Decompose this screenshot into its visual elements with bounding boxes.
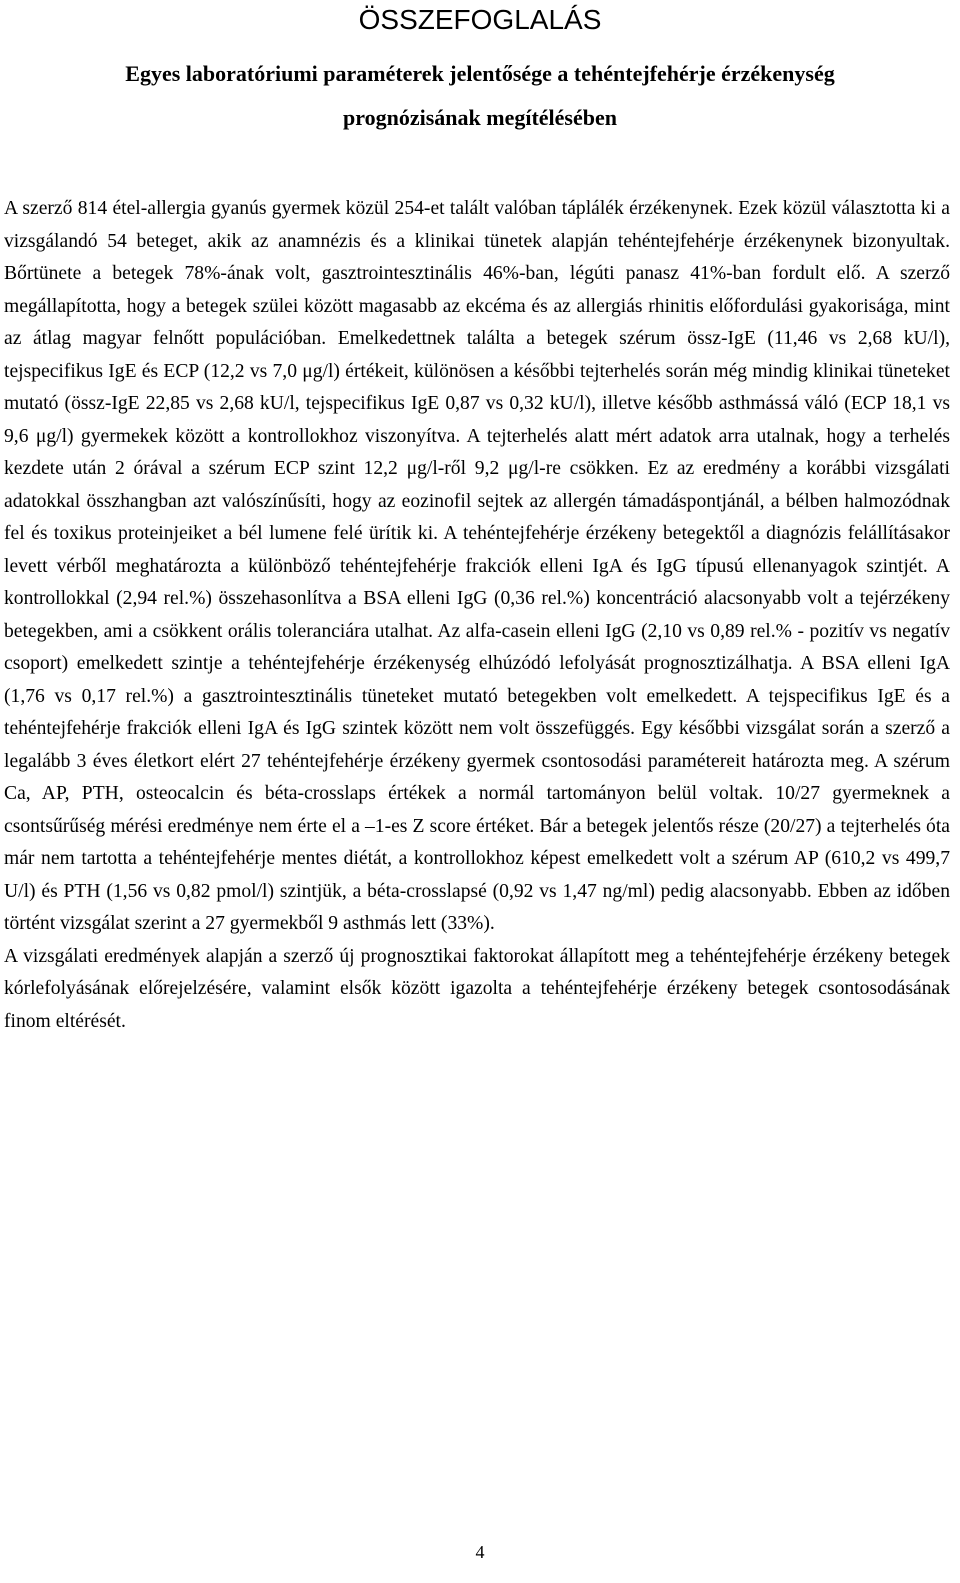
document-subtitle xyxy=(0,52,960,140)
paragraph-2: A vizsgálati eredmények alapján a szerző új prognosztikai faktorokat állapított meg a tehéntejfehérje érzékeny betegek kórlefolyásának előrejelzésére, valamint elsők között igazolta a tehéntejfehérje érzékeny betegek csontosodásának finom eltérését. xyxy=(4,945,950,1032)
paragraph-1: A szerző 814 étel-allergia gyanús gyermek közül 254-et talált valóban táplálék érzékenynek. Ezek közül választotta ki a vizsgálandó 54 beteget, akik az anamnézis és a klinikai tünetek alapján tehéntejfehérje érzékenynek bizonyultak. Bőrtünete a betegek 78%-ának volt, gasztrointesztinális 46%-ban, légúti panasz 41%-ban fordult elő. A szerző megállapította, hogy a betegek szülei között magasabb az ekcéma és az allergiás rhinitis előfordulási gyakorisága, mint az átlag magyar felnőtt populációban. Emelkedettnek találta a betegek szérum össz-IgE (11,46 vs 2,68 kU/l), tejspecifikus IgE és ECP (12,2 vs 7,0 μg/l) értékeit, különösen a későbbi tejterhelés során még mindig klinikai tüneteket mutató (össz-IgE 22,85 vs 2,68 kU/l, tejspecifikus IgE 0,87 vs 0,32 kU/l), illetve később asthmássá váló (ECP 18,1 vs 9,6 μg/l) gyermekek között a kontrollokhoz viszonyítva. A tejterhelés alatt mért adatok arra utalnak, hogy a terhelés kezdete után 2 órával a szérum ECP szint 12,2 μg/l-ről 9,2 μg/l-re csökken. Ez az eredmény a korábbi vizsgálati adatokkal összhangban azt valószínűsíti, hogy az eozinofil sejtek az allergén támadáspontjánál, a bélben halmozódnak fel és toxikus proteinjeiket a bél lumene felé ürítik ki. A tehéntejfehérje érzékeny betegektől a diagnózis felállításakor levett vérből meghatározta a különböző tehéntejfehérje frakciók elleni IgA és IgG típusú ellenanyagok szintjét. A kontrollokkal (2,94 rel.%) összehasonlítva a BSA elleni IgG (0,36 rel.%) koncentráció alacsonyabb volt a tejérzékeny betegekben, ami a csökkent orális toleranciára utalhat. Az alfa-casein elleni IgG (2,10 vs 0,89 rel.% - pozitív vs negatív csoport) emelkedett szintje a tehéntejfehérje érzékenység elhúzódó lefolyását prognosztizálhatja. A BSA elleni IgA (1,76 vs 0,17 rel.%) a gasztrointesztinális tüneteket mutató betegekben volt emelkedett. A tejspecifikus IgE és a tehéntejfehérje frakciók elleni IgA és IgG szintek között nem volt összefüggés. Egy későbbi vizsgálat során a szerző a legalább 3 éves életkort elért 27 tehéntejfehérje érzékeny gyermek csontosodási paramétereit határozta meg. A szérum Ca, AP, PTH, osteocalcin és béta-crosslaps értékek a normál tartományon belül voltak. 10/27 gyermeknek a csontsűrűség mérési eredménye nem érte el a –1-es Z score értéket. Bár a betegek jelentős része (20/27) a tejterhelés óta már nem tartotta a tehéntejfehérje mentes diétát, a kontrollokhoz képest emelkedett volt a szérum AP (610,2 vs 499,7 U/l) és PTH (1,56 vs 0,82 pmol/l) szintjük, a béta-crosslapsé (0,92 vs 1,47 ng/ml) pedig alacsonyabb. Ebben az időben történt vizsgálat szerint a 27 gyermekből 9 asthmás lett (33%). xyxy=(4,198,950,934)
summary-body xyxy=(4,193,950,1038)
subtitle-line-2: prognózisának megítélésében xyxy=(343,105,617,130)
subtitle-line-1: Egyes laboratóriumi paraméterek jelentősége a tehéntejfehérje érzékenység xyxy=(125,61,835,86)
page-number: 4 xyxy=(475,1542,485,1562)
page-heading: ÖSSZEFOGLALÁS xyxy=(358,4,602,35)
